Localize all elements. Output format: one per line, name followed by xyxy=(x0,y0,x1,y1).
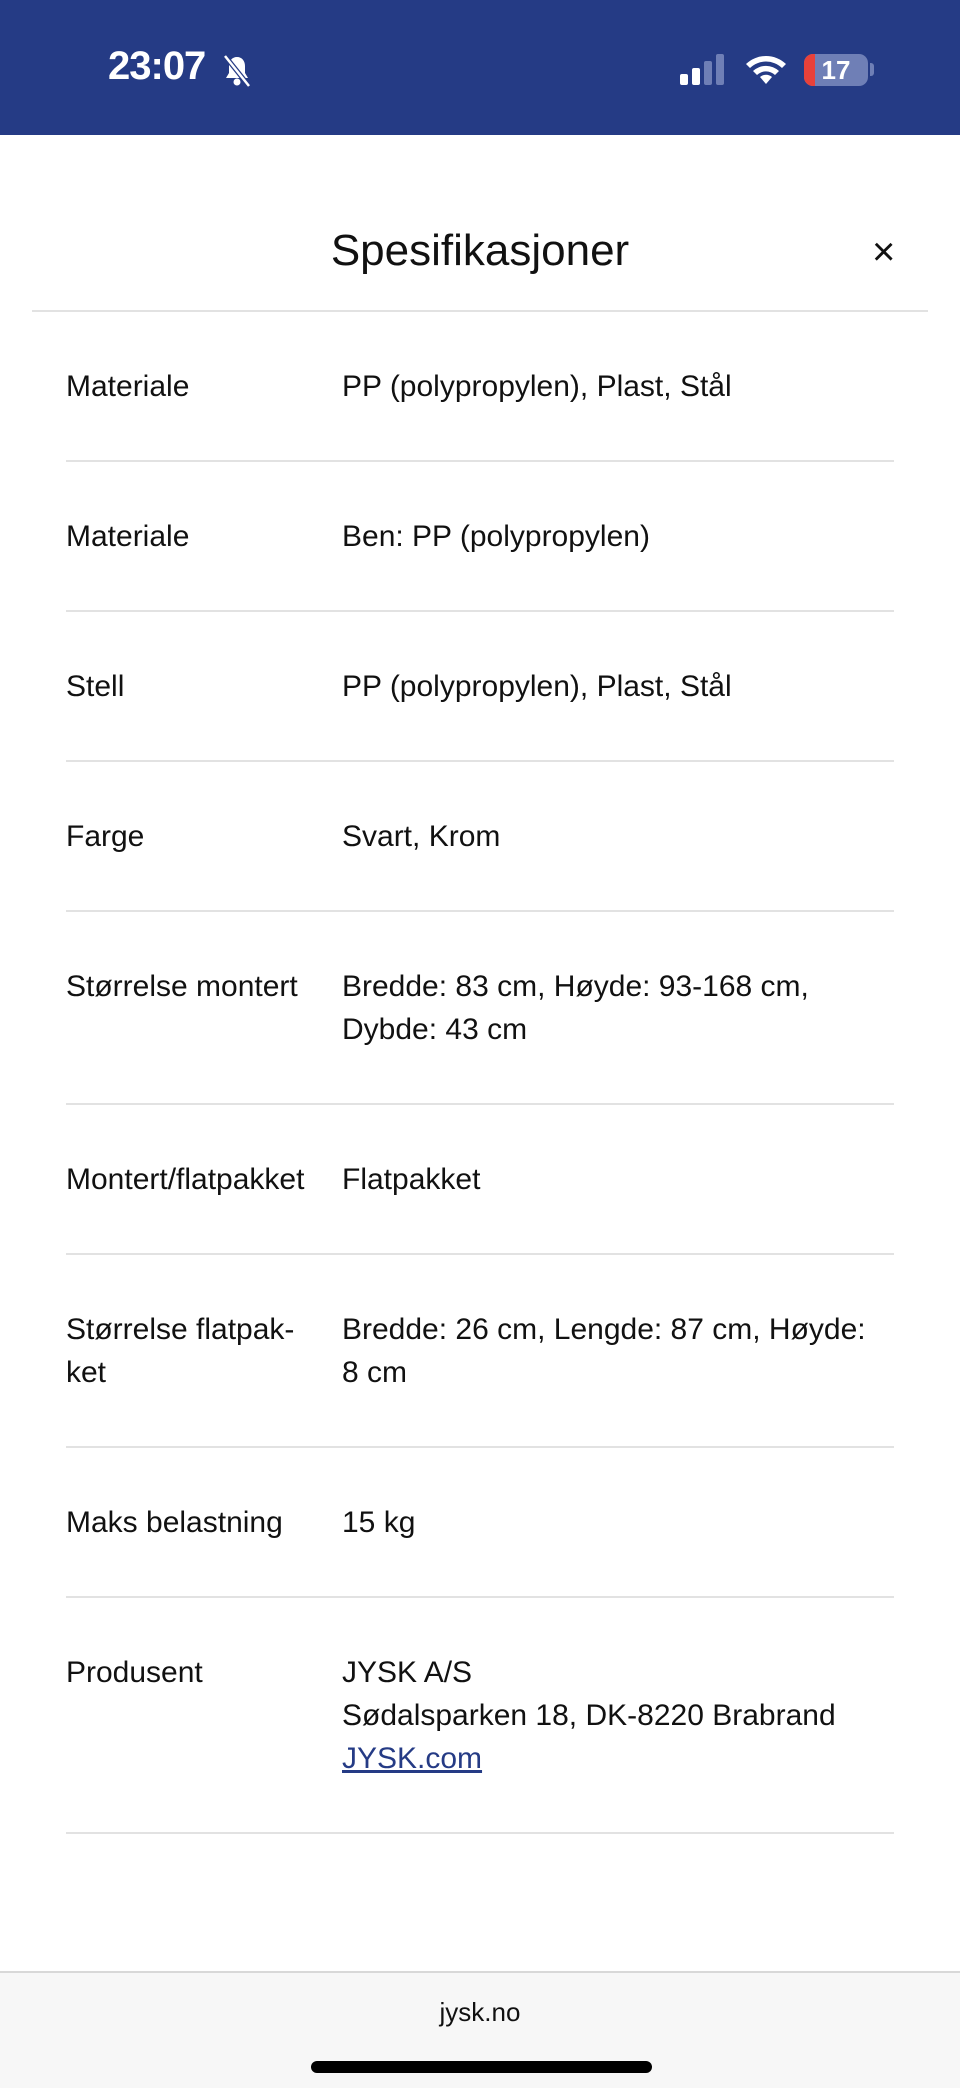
spec-row xyxy=(66,462,894,612)
spec-value xyxy=(342,515,894,558)
spec-value-line: Ben: PP (polypropylen) xyxy=(342,520,650,553)
spec-row xyxy=(66,1448,894,1598)
status-bar xyxy=(0,0,960,135)
spec-label: Produsent xyxy=(66,1656,203,1689)
spec-value xyxy=(342,1308,894,1394)
spec-label: Farge xyxy=(66,820,145,853)
status-time: 23:07 xyxy=(108,44,206,88)
cellular-signal-icon xyxy=(680,54,730,86)
spec-value-line: Dybde: 43 cm xyxy=(342,1013,528,1046)
spec-value-line: 8 cm xyxy=(342,1356,408,1389)
bell-slash-icon xyxy=(222,54,252,88)
spec-row xyxy=(66,1255,894,1448)
spec-label-line: Størrelse flatpak- xyxy=(66,1313,295,1346)
wifi-icon xyxy=(744,52,788,86)
spec-value-line: 15 kg xyxy=(342,1506,416,1539)
spec-label: Størrelse montert xyxy=(66,970,298,1003)
spec-value-line: Svart, Krom xyxy=(342,820,501,853)
spec-value xyxy=(342,1501,894,1544)
spec-value-line: Bredde: 26 cm, Lengde: 87 cm, Høyde: xyxy=(342,1313,866,1346)
spec-value-line: JYSK A/S xyxy=(342,1656,473,1689)
spec-label: Montert/flatpakket xyxy=(66,1163,305,1196)
battery-indicator xyxy=(804,54,868,86)
spec-row xyxy=(66,1105,894,1255)
spec-value-line: Sødalsparken 18, DK-8220 Brabrand xyxy=(342,1699,836,1732)
spec-value-line: Flatpakket xyxy=(342,1163,481,1196)
close-button[interactable]: × xyxy=(872,230,896,274)
spec-row xyxy=(66,1598,894,1834)
page-title: Spesifikasjoner xyxy=(330,226,630,275)
spec-label-line: ket xyxy=(66,1356,107,1389)
spec-label xyxy=(66,1308,342,1394)
spec-row xyxy=(66,762,894,912)
spec-label: Maks belastning xyxy=(66,1506,283,1539)
spec-row xyxy=(66,612,894,762)
spec-row xyxy=(66,312,894,462)
browser-bottom-bar xyxy=(0,1971,960,2088)
spec-row xyxy=(66,912,894,1105)
spec-value xyxy=(342,1158,894,1201)
manufacturer-link[interactable]: JYSK.com xyxy=(342,1742,483,1775)
spec-value xyxy=(342,965,894,1051)
spec-value xyxy=(342,365,894,408)
spec-value xyxy=(342,665,894,708)
battery-cap xyxy=(870,63,874,76)
spec-table xyxy=(66,312,894,1834)
spec-value-line: PP (polypropylen), Plast, Stål xyxy=(342,670,732,703)
battery-level: 17 xyxy=(821,55,851,85)
spec-value-line: PP (polypropylen), Plast, Stål xyxy=(342,370,732,403)
spec-value-line: Bredde: 83 cm, Høyde: 93-168 cm, xyxy=(342,970,809,1003)
url-label[interactable]: jysk.no xyxy=(439,1997,521,2027)
spec-value xyxy=(342,1651,894,1780)
spec-label: Materiale xyxy=(66,370,190,403)
spec-label: Materiale xyxy=(66,520,190,553)
home-indicator[interactable] xyxy=(311,2061,652,2073)
spec-label: Stell xyxy=(66,670,125,703)
spec-value xyxy=(342,815,894,858)
